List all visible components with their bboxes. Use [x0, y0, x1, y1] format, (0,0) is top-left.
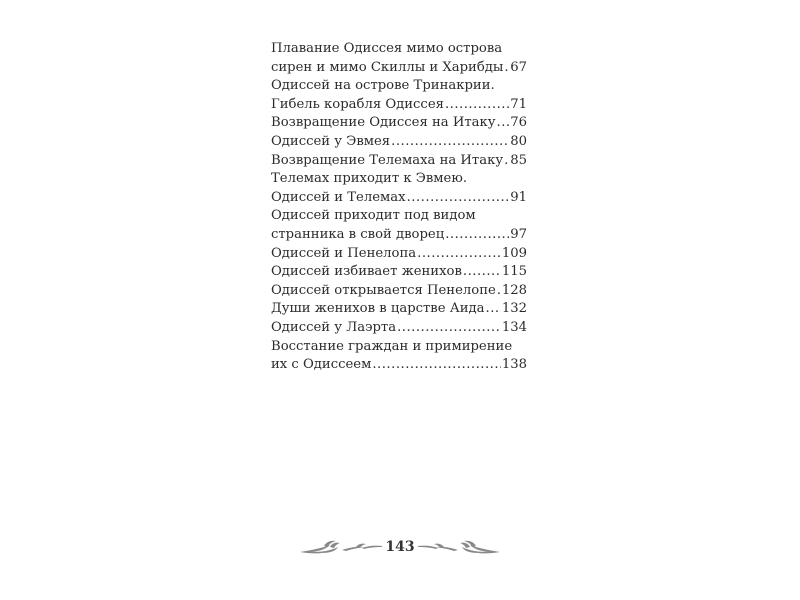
toc-entry-line: Одиссей приходит под видом — [271, 208, 476, 224]
flourish-ornament-icon — [300, 539, 382, 555]
toc-entry — [271, 263, 527, 282]
toc-page-number: 138 — [501, 357, 527, 373]
toc-entry-last-line: странника в свой дворец ..... 97 — [271, 226, 527, 245]
toc-entry-last-line: Одиссей у Лаэрта ..... 134 — [271, 319, 527, 338]
toc-entry — [271, 114, 527, 133]
toc-entry — [271, 152, 527, 171]
table-of-contents — [271, 40, 527, 375]
toc-entry-last-line: Одиссей у Эвмея ..... 80 — [271, 133, 527, 152]
leader-dots — [486, 300, 501, 319]
flourish-ornament-icon — [418, 539, 500, 555]
toc-page-number: 115 — [501, 264, 527, 280]
toc-entry — [271, 207, 527, 244]
toc-page-number: 71 — [510, 96, 527, 112]
toc-page-number: 85 — [510, 152, 527, 168]
leader-dots — [372, 356, 500, 375]
toc-entry — [271, 319, 527, 338]
toc-entry-line: Одиссей на острове Тринакрии. — [271, 78, 495, 94]
toc-entry — [271, 338, 527, 375]
leader-dots — [407, 189, 510, 208]
leader-dots — [497, 282, 501, 301]
leader-dots — [504, 152, 509, 171]
page-number: 143 — [385, 539, 415, 555]
toc-page-number: 109 — [501, 245, 527, 261]
leader-dots — [445, 226, 509, 245]
toc-entry — [271, 245, 527, 264]
toc-page-number: 80 — [510, 133, 527, 149]
toc-entry — [271, 300, 527, 319]
leader-dots — [445, 96, 509, 115]
toc-page-number: 134 — [501, 319, 527, 335]
toc-entry-line: Плавание Одиссея мимо острова — [271, 41, 503, 56]
toc-entry-last-line: Одиссей избивает женихов ..... 115 — [271, 263, 527, 282]
leader-dots — [417, 245, 501, 264]
toc-entry — [271, 282, 527, 301]
toc-entry-last-line: их с Одиссеем ..... 138 — [271, 356, 527, 375]
toc-page-number: 128 — [501, 282, 527, 298]
toc-entry-line: Восстание граждан и примирение — [271, 338, 513, 354]
leader-dots — [504, 59, 509, 78]
toc-entry-last-line: сирен и мимо Скиллы и Харибды ..... 67 — [271, 59, 527, 78]
toc-entry-last-line: Одиссей открывается Пенелопе ..... 128 — [271, 282, 527, 301]
toc-entry-last-line: Одиссей и Телемах ..... 91 — [271, 189, 527, 208]
toc-entry-last-line: Души женихов в царстве Аида ..... 132 — [271, 300, 527, 319]
toc-entry-last-line: Одиссей и Пенелопа ..... 109 — [271, 245, 527, 264]
leader-dots — [391, 133, 509, 152]
page-footer — [300, 533, 500, 561]
toc-entry — [271, 170, 527, 207]
toc-entry — [271, 40, 527, 77]
toc-entry-line: Телемах приходит к Эвмею. — [271, 171, 468, 187]
toc-entry — [271, 133, 527, 152]
toc-page-number: 76 — [510, 115, 527, 131]
toc-page-number: 97 — [510, 226, 527, 242]
toc-page-number: 91 — [510, 189, 527, 205]
leader-dots — [463, 263, 501, 282]
toc-page-number: 132 — [501, 301, 527, 317]
toc-page-number: 67 — [510, 59, 527, 75]
toc-entry — [271, 77, 527, 114]
leader-dots — [397, 319, 501, 338]
leader-dots — [497, 114, 510, 133]
toc-entry-last-line: Возвращение Телемаха на Итаку ..... 85 — [271, 152, 527, 171]
toc-entry-last-line: Возвращение Одиссея на Итаку ..... 76 — [271, 114, 527, 133]
toc-entry-last-line: Гибель корабля Одиссея ..... 71 — [271, 96, 527, 115]
